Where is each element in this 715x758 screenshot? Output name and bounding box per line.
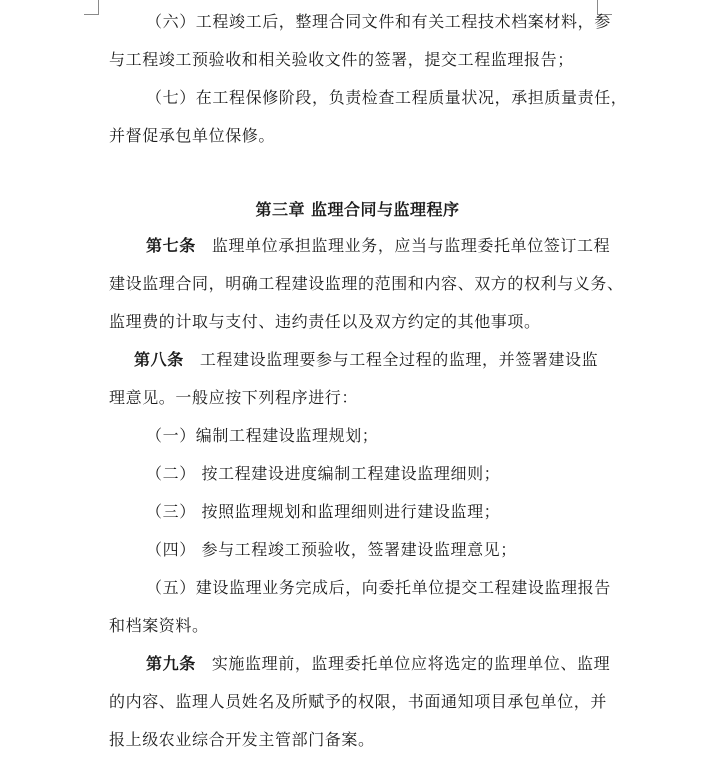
- article-7-line: [146, 234, 610, 258]
- paragraph-line: 监理费的计取与支付、违约责任以及双方约定的其他事项。: [109, 312, 541, 331]
- paragraph-line: 理意见。一般应按下列程序进行：: [109, 388, 359, 407]
- list-item: （四） 参与工程竣工预验收，签署建设监理意见；: [146, 540, 517, 559]
- article-label: 第九条: [146, 654, 196, 673]
- list-item: （一）编制工程建设监理规划；: [146, 426, 379, 445]
- paragraph-line: 与工程竣工预验收和相关验收文件的签署，提交工程监理报告；: [109, 50, 574, 69]
- paragraph-line: （六）工程竣工后，整理合同文件和有关工程技术档案材料，参: [146, 12, 611, 31]
- article-8-line: [134, 348, 598, 372]
- paragraph-line: （七）在工程保修阶段，负责检查工程质量状况，承担质量责任，: [146, 88, 628, 107]
- article-9-line: [146, 652, 610, 676]
- chapter-heading: 第三章 监理合同与监理程序: [255, 200, 460, 219]
- paragraph-line: 并督促承包单位保修。: [109, 126, 276, 145]
- paragraph-line: 建设监理合同，明确工程建设监理的范围和内容、双方的权利与义务、: [109, 274, 624, 293]
- paragraph-line: 和档案资料。: [109, 616, 209, 635]
- list-item: （五）建设监理业务完成后，向委托单位提交工程建设监理报告: [146, 578, 611, 597]
- list-item: （三） 按照监理规划和监理细则进行建设监理；: [146, 502, 501, 521]
- margin-corner-mark: [84, 0, 99, 15]
- paragraph-line: 报上级农业综合开发主管部门备案。: [109, 730, 375, 749]
- article-text: 实施监理前，监理委托单位应将选定的监理单位、监理: [211, 654, 611, 673]
- article-text: 监理单位承担监理业务，应当与监理委托单位签订工程: [211, 236, 611, 255]
- article-text: 工程建设监理要参与工程全过程的监理，并签署建设监: [199, 350, 599, 369]
- article-label: 第八条: [134, 350, 184, 369]
- list-item: （二） 按工程建设进度编制工程建设监理细则；: [146, 464, 501, 483]
- paragraph-line: 的内容、监理人员姓名及所赋予的权限，书面通知项目承包单位，并: [109, 692, 608, 711]
- article-label: 第七条: [146, 236, 196, 255]
